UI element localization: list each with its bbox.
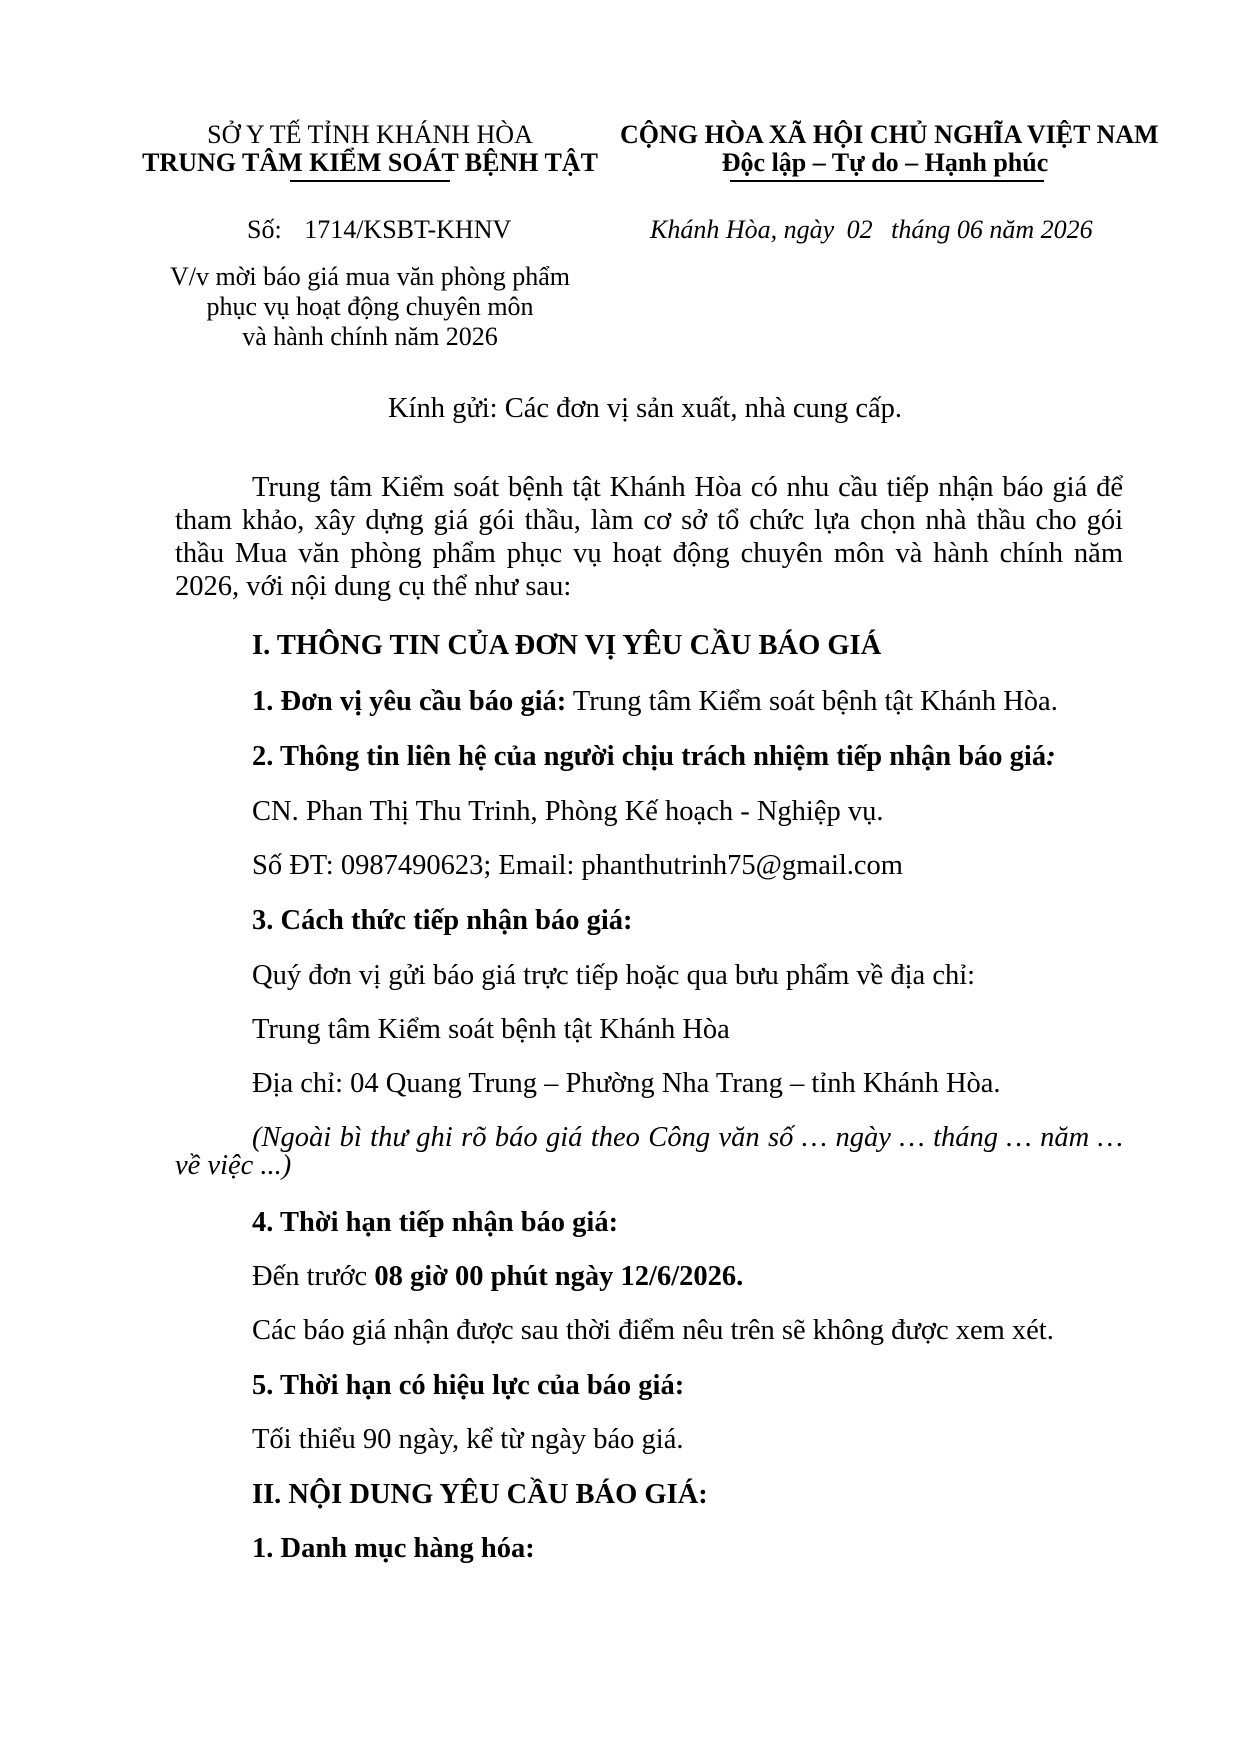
date-month: 06 (956, 215, 983, 244)
item-3-line-1: Quý đơn vị gửi báo giá trực tiếp hoặc qua bưu phẩm về địa chỉ: (252, 960, 976, 991)
section-2-item-1: 1. Danh mục hàng hóa: (252, 1533, 535, 1564)
doc-number-prefix: Số: (247, 215, 282, 244)
section-1-item-1 (252, 685, 1058, 718)
doc-number-value: 1714/KSBT-KHNV (304, 215, 512, 244)
contact-phone-email: Số ĐT: 0987490623; Email: phanthutrinh75@gmail.com (252, 850, 903, 881)
national-motto: Độc lập – Tự do – Hạnh phúc (721, 148, 1049, 177)
subject-line-2: phục vụ hoạt động chuyên môn (206, 292, 534, 321)
section-1-heading: I. THÔNG TIN CỦA ĐƠN VỊ YÊU CẦU BÁO GIÁ (252, 630, 882, 661)
section-2-heading: II. NỘI DUNG YÊU CẦU BÁO GIÁ: (252, 1479, 708, 1510)
date-year: năm 2026 (989, 215, 1093, 244)
subject-line-1: V/v mời báo giá mua văn phòng phẩm (169, 262, 571, 291)
item-2-colon: : (1046, 741, 1056, 772)
national-title: CỘNG HÒA XÃ HỘI CHỦ NGHĨA VIỆT NAM (620, 120, 1159, 149)
doc-number (247, 215, 511, 245)
date-place: Khánh Hòa, ngày (650, 215, 835, 244)
section-1-item-2 (252, 740, 1056, 773)
item-3-line-3: Địa chỉ: 04 Quang Trung – Phường Nha Trang – tỉnh Khánh Hòa. (252, 1068, 1001, 1099)
item-2-label: 2. Thông tin liên hệ của người chịu trách nhiệm tiếp nhận báo giá (252, 741, 1047, 772)
doc-date (650, 215, 1093, 245)
intro-paragraph: Trung tâm Kiểm soát bệnh tật Khánh Hòa có nhu cầu tiếp nhận báo giá để tham khảo, xây dựng giá gói thầu, làm cơ sở tổ chức lựa chọn nhà thầu cho gói thầu Mua văn phòng phẩm phục vụ hoạt động chuyên môn và hành chính năm 2026, với nội dung cụ thể như sau: (175, 472, 1123, 602)
item-1-value: Trung tâm Kiểm soát bệnh tật Khánh Hòa. (566, 686, 1058, 717)
section-1-item-5: 5. Thời hạn có hiệu lực của báo giá: (252, 1370, 685, 1401)
section-1-item-3: 3. Cách thức tiếp nhận báo giá: (252, 905, 633, 936)
contact-name: CN. Phan Thị Thu Trinh, Phòng Kế hoạch - Nghiệp vụ. (252, 796, 884, 827)
item-4-note: Các báo giá nhận được sau thời điểm nêu trên sẽ không được xem xét. (252, 1315, 1054, 1346)
agency-parent: SỞ Y TẾ TỈNH KHÁNH HÒA (207, 120, 533, 149)
agency-name: TRUNG TÂM KIỂM SOÁT BỆNH TẬT (142, 148, 598, 177)
item-4-deadline-line (252, 1260, 743, 1293)
date-month-label: tháng (891, 215, 951, 244)
item-3-note-line-1: (Ngoài bì thư ghi rõ báo giá theo Công văn số … ngày … tháng … năm … (252, 1122, 1123, 1153)
item-1-label: 1. Đơn vị yêu cầu báo giá: (252, 686, 567, 717)
agency-underline (290, 180, 450, 182)
item-4-deadline: 08 giờ 00 phút ngày 12/6/2026. (374, 1261, 744, 1292)
section-1-item-4: 4. Thời hạn tiếp nhận báo giá: (252, 1207, 619, 1238)
recipient-line: Kính gửi: Các đơn vị sản xuất, nhà cung cấp. (387, 393, 903, 424)
motto-underline (730, 180, 1044, 182)
item-5-value: Tối thiểu 90 ngày, kể từ ngày báo giá. (252, 1424, 684, 1455)
item-3-note-line-2: về việc ...) (175, 1150, 292, 1181)
item-3-line-2: Trung tâm Kiểm soát bệnh tật Khánh Hòa (252, 1014, 730, 1045)
item-4-prefix: Đến trước (252, 1261, 375, 1292)
subject-line-3: và hành chính năm 2026 (242, 322, 498, 351)
date-day: 02 (846, 215, 873, 244)
